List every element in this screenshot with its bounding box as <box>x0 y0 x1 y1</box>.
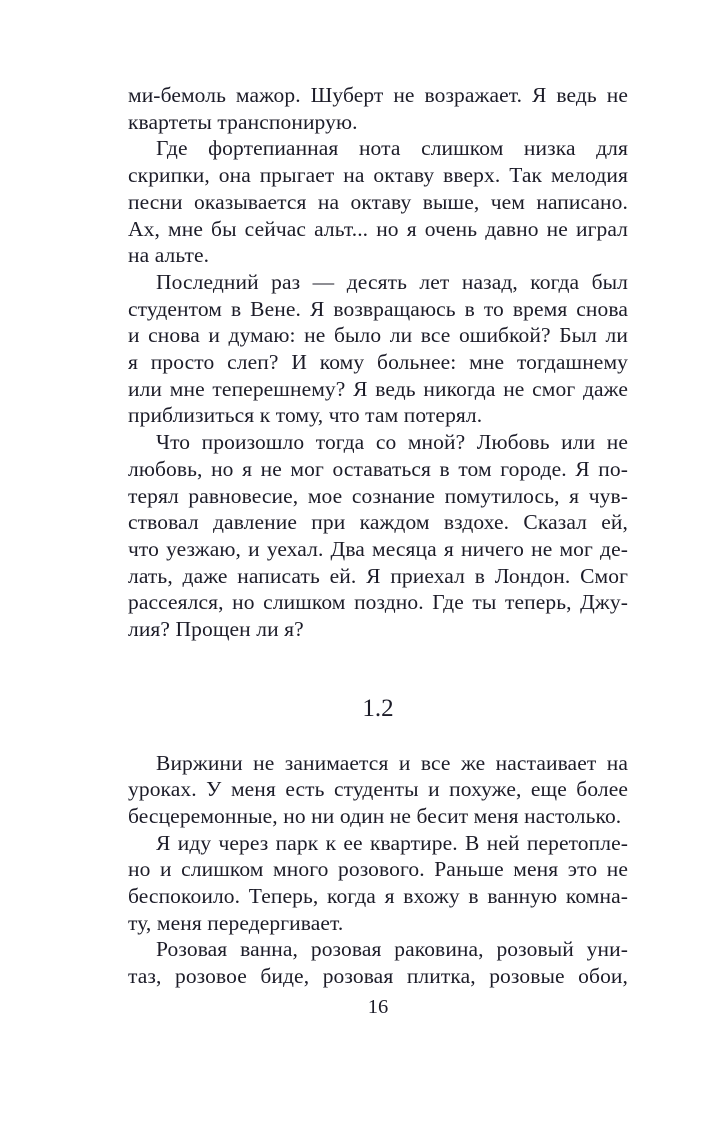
text-line: лия? Прощен ли я? <box>128 617 304 642</box>
text-line: уроках. У меня есть студенты и похуже, еще более <box>128 777 628 802</box>
page-number: 16 <box>367 996 389 1018</box>
text-line: Последний раз — десять лет назад, когда был <box>156 269 628 294</box>
text-line: я просто слеп? И кому больнее: мне тогдашнему <box>128 350 628 375</box>
text-line: бесцеремонные, но ни один не бесит меня настолько. <box>128 803 622 828</box>
text-line: таз, розовое биде, розовая плитка, розовые обои, <box>128 964 628 989</box>
text-line: ми-бемоль мажор. Шуберт не возражает. Я ведь не <box>128 83 628 107</box>
paragraph <box>128 936 628 989</box>
text-line: или мне теперешнему? Я ведь никогда не смог даже <box>128 376 628 401</box>
paragraph <box>128 135 628 269</box>
text-line: ту, меня передергивает. <box>128 910 344 935</box>
text-line: ствовал давление при каждом вздохе. Сказал ей, <box>128 510 628 535</box>
text-line: квартеты транспонирую. <box>128 109 358 134</box>
text-line: терял равновесие, мое сознание помутилось, я чув- <box>128 483 628 508</box>
text-line: на альте. <box>128 243 210 268</box>
text-line: приблизиться к тому, что там потерял. <box>128 403 483 428</box>
text-line: песни оказывается на октаву выше, чем написано. <box>128 189 628 214</box>
paragraph <box>128 429 628 643</box>
paragraph <box>128 830 628 937</box>
text-line: Я иду через парк к ее квартире. В ней перетопле- <box>156 830 628 855</box>
text-line: студентом в Вене. Я возвращаюсь в то время снова <box>128 296 628 321</box>
text-block <box>128 82 628 990</box>
text-line: любовь, но я не мог оставаться в том городе. Я по- <box>128 456 628 481</box>
text-line: что уезжаю, и уехал. Два месяца я ничего не мог де- <box>128 536 628 561</box>
paragraph <box>128 269 628 429</box>
paragraph <box>128 750 628 830</box>
text-line: беспокоило. Теперь, когда я вхожу в ванную комна- <box>128 884 628 909</box>
text-line: скрипки, она прыгает на октаву вверх. Так мелодия <box>128 163 628 188</box>
text-line: Ах, мне бы сейчас альт... но я очень давно не играл <box>128 216 628 241</box>
text-line: Розовая ванна, розовая раковина, розовый уни- <box>156 937 628 962</box>
paragraph <box>128 82 628 135</box>
text-line: и снова и думаю: не было ли все ошибкой? Был ли <box>128 323 628 348</box>
text-line: Виржини не занимается и все же настаивает на <box>156 750 628 775</box>
text-line: Где фортепианная нота слишком низка для <box>156 136 628 161</box>
text-line: но и слишком много розового. Раньше меня это не <box>128 857 628 882</box>
text-line: рассеялся, но слишком поздно. Где ты теперь, Джу- <box>128 590 628 615</box>
text-line: Что произошло тогда со мной? Любовь или не <box>156 430 628 455</box>
text-line: лать, даже написать ей. Я приехал в Лондон. Смог <box>128 563 628 588</box>
section-heading: 1.2 <box>362 695 394 723</box>
